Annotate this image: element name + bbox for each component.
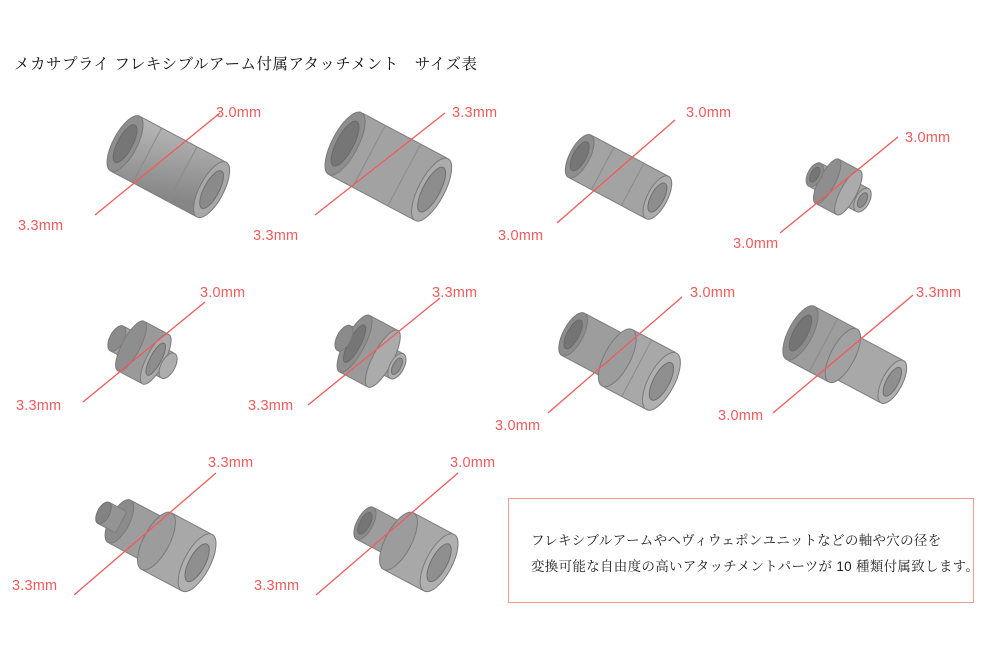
part-4-top-label: 3.0mm — [905, 130, 951, 146]
part-5-top-label: 3.0mm — [200, 285, 246, 301]
part-8-top-label: 3.3mm — [916, 285, 962, 301]
part-4-bottom-label: 3.0mm — [733, 236, 779, 252]
part-9-bottom-label: 3.3mm — [12, 578, 58, 594]
part-9-svg — [68, 465, 283, 610]
part-3-svg — [545, 105, 745, 245]
description-line-2: 変換可能な自由度の高いアタッチメントパーツが 10 種類付属致します。 — [531, 559, 980, 574]
part-5-svg — [75, 290, 275, 420]
part-diagram-10 — [310, 465, 525, 610]
part-10-top-label: 3.0mm — [450, 455, 496, 471]
part-3-bottom-label: 3.0mm — [498, 228, 544, 244]
part-diagram-6 — [300, 290, 505, 420]
part-7-bottom-label: 3.0mm — [495, 418, 541, 434]
description-line-1: フレキシブルアームやヘヴィウェポンユニットなどの軸や穴の径を — [531, 533, 942, 548]
page-title: メカサプライ フレキシブルアーム付属アタッチメント サイズ表 — [14, 56, 478, 73]
part-diagram-5 — [75, 290, 275, 420]
part-3-top-label: 3.0mm — [686, 105, 732, 121]
part-10-bottom-label: 3.3mm — [254, 578, 300, 594]
part-diagram-8 — [765, 285, 985, 430]
part-6-svg — [300, 290, 505, 420]
part-6-top-label: 3.3mm — [432, 285, 478, 301]
part-6-bottom-label: 3.3mm — [248, 398, 294, 414]
part-2-top-label: 3.3mm — [452, 105, 498, 121]
part-8-bottom-label: 3.0mm — [718, 408, 764, 424]
part-9-top-label: 3.3mm — [208, 455, 254, 471]
part-10-svg — [310, 465, 525, 610]
part-1-top-label: 3.0mm — [216, 105, 262, 121]
part-diagram-3 — [545, 105, 745, 245]
part-2-bottom-label: 3.3mm — [253, 228, 299, 244]
description-box — [508, 498, 980, 603]
part-5-bottom-label: 3.3mm — [16, 398, 62, 414]
part-diagram-9 — [68, 465, 283, 610]
part-8-svg — [765, 285, 985, 430]
part-1-bottom-label: 3.3mm — [18, 218, 64, 234]
part-7-top-label: 3.0mm — [690, 285, 736, 301]
